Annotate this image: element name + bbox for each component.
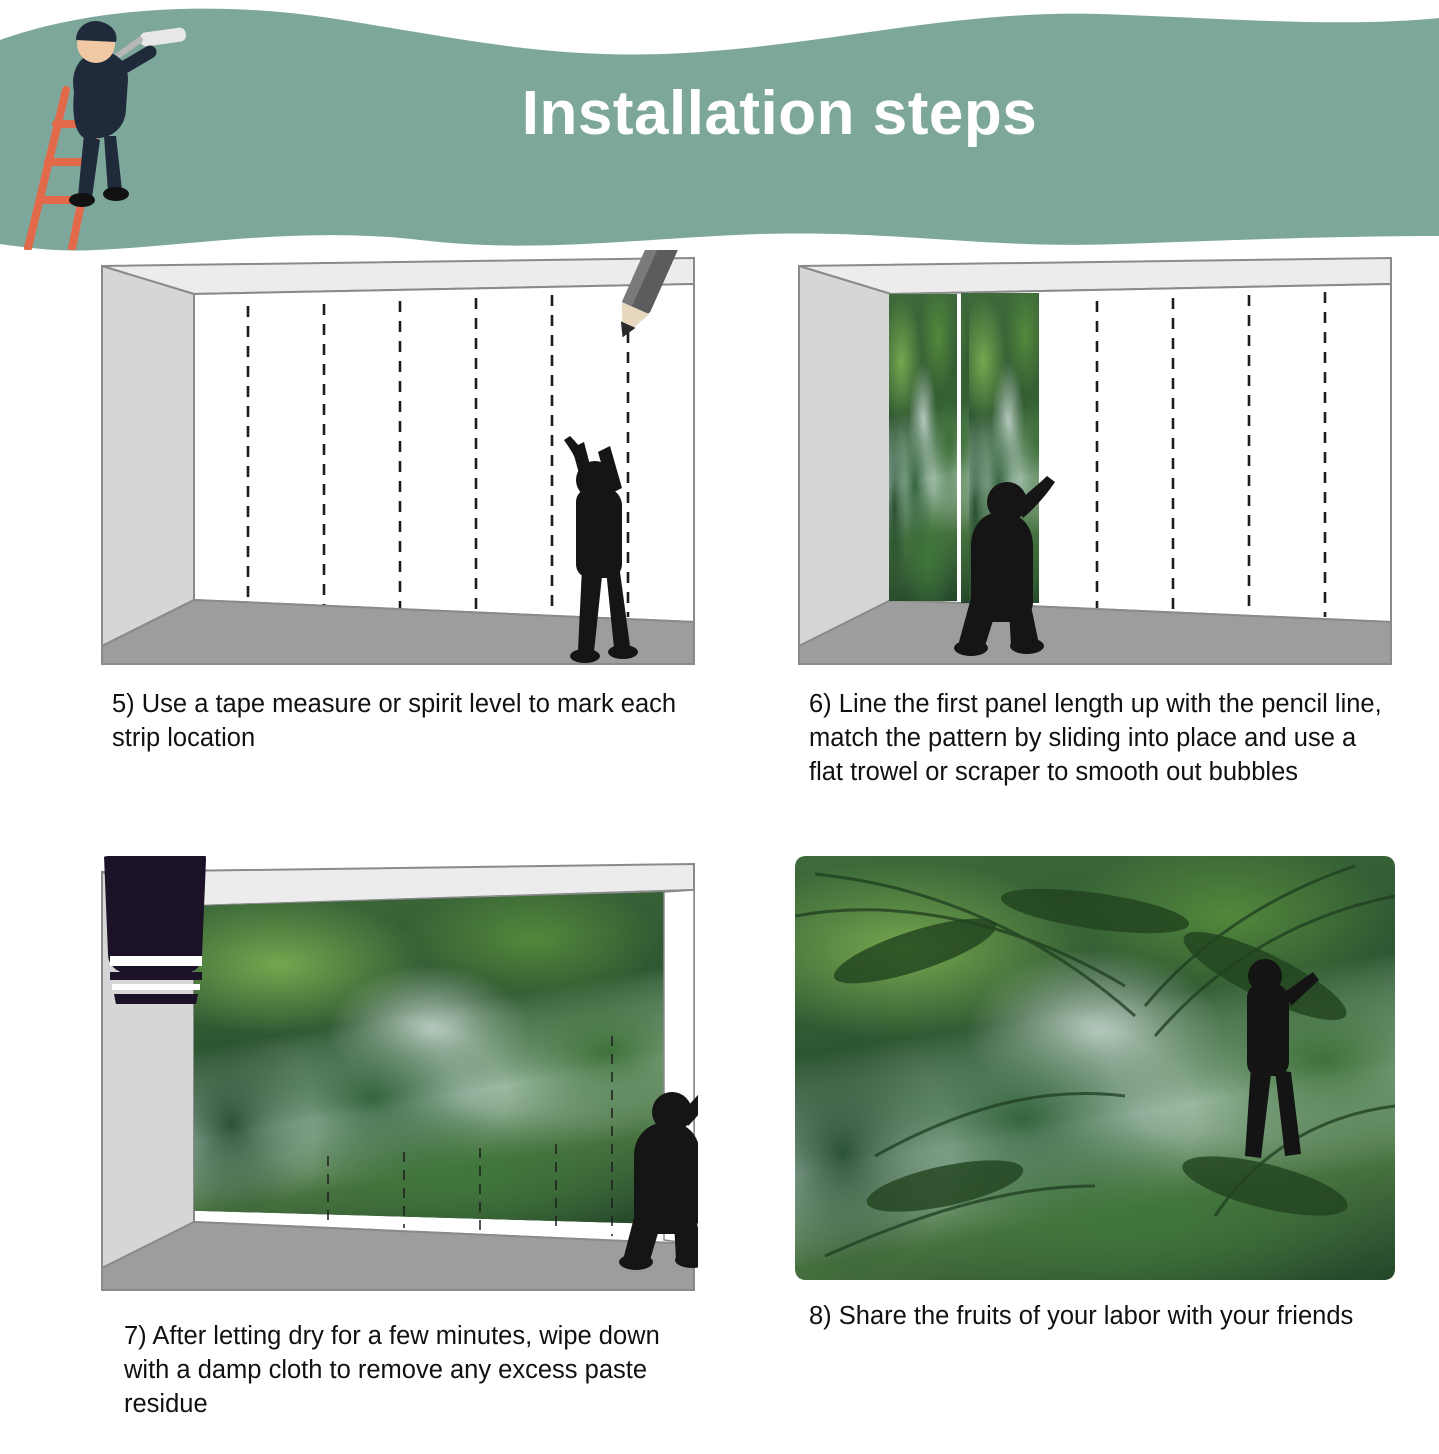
step-7-caption: 7) After letting dry for a few minutes, wipe down with a damp cloth to remove any excess paste residue	[124, 1322, 660, 1418]
step-5-caption: 5) Use a tape measure or spirit level to mark each strip location	[112, 690, 677, 752]
person-silhouette-icon	[1245, 959, 1319, 1158]
header-banner	[0, 0, 1439, 262]
step-6-caption: 6) Line the first panel length up with the pencil line, match the pattern by sliding into place and use a flat trowel or scraper to smooth out bubbles	[809, 690, 1382, 786]
step-card-8	[795, 856, 1395, 1334]
step-6-illustration	[795, 250, 1395, 674]
step-7-illustration	[98, 856, 698, 1300]
step-card-6	[795, 250, 1395, 790]
person-silhouette-icon	[619, 1078, 698, 1270]
room-scene-mostly-covered	[98, 856, 698, 1300]
person-silhouette-icon	[954, 476, 1055, 656]
towel-icon	[98, 856, 210, 1006]
page-title: Installation steps	[521, 79, 1038, 148]
step-card-7	[98, 856, 698, 1422]
step-8-caption: 8) Share the fruits of your labor with your friends	[809, 1302, 1354, 1330]
step-8-illustration	[795, 856, 1395, 1280]
step-5-illustration	[98, 250, 698, 674]
room-scene-empty-wall	[98, 250, 698, 674]
room-scene-first-panel	[795, 250, 1395, 674]
finished-overlay	[795, 856, 1395, 1280]
step-card-5	[98, 250, 698, 756]
